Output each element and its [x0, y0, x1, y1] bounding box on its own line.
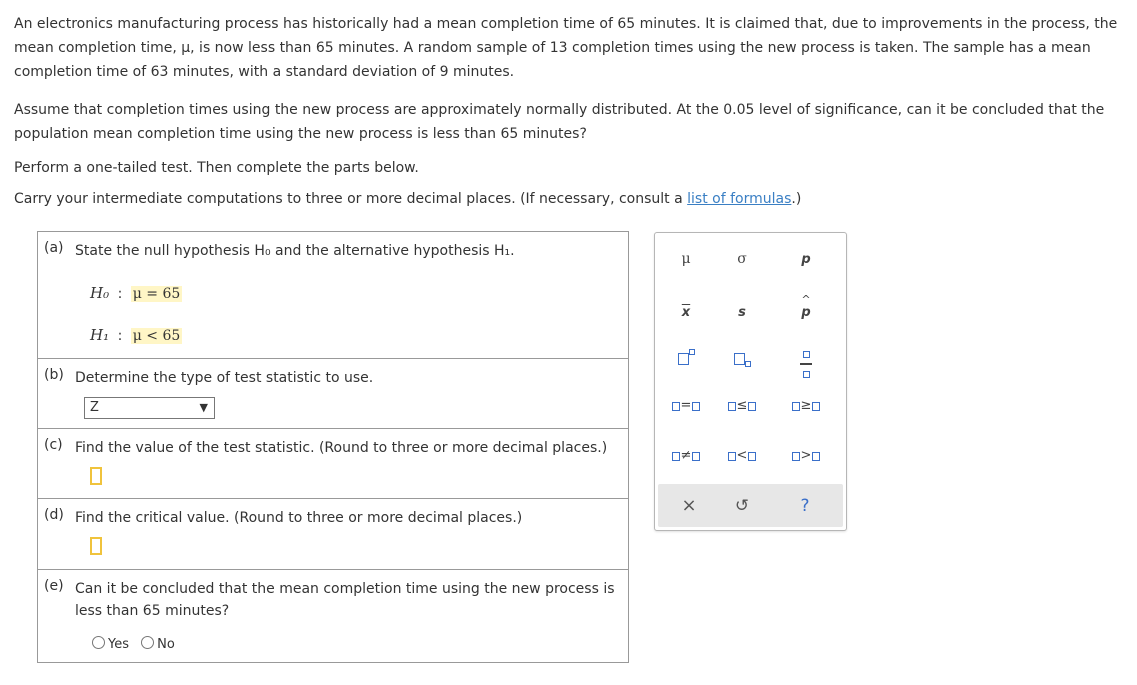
critical-value-input[interactable] — [90, 537, 102, 555]
mu-button[interactable]: μ — [681, 251, 691, 267]
part-question: Determine the type of test statistic to use. — [75, 370, 374, 386]
test-statistic-select[interactable] — [84, 397, 215, 419]
less-than-button[interactable]: < — [722, 442, 762, 470]
radio-circle-icon — [92, 636, 105, 649]
h0-label: H₀ — [90, 284, 110, 302]
alternative-hypothesis — [90, 326, 182, 344]
part-e — [38, 570, 628, 662]
h1-value[interactable]: μ < 65 — [132, 328, 181, 344]
help-icon[interactable]: ? — [800, 496, 810, 516]
greater-than-button[interactable]: > — [786, 442, 826, 470]
part-label: (d) — [44, 507, 64, 523]
problem-paragraph-1 — [14, 12, 1124, 84]
problem-line: population mean completion time using the new process is less than 65 minutes? — [14, 126, 587, 142]
part-question: Find the value of the test statistic. (Round to three or more decimal places.) — [75, 440, 608, 456]
part-question: Find the critical value. (Round to three or more decimal places.) — [75, 510, 523, 526]
radio-yes[interactable] — [92, 637, 129, 652]
palette-footer — [658, 484, 843, 527]
problem-paragraph-2 — [14, 98, 1124, 146]
subscript-button[interactable] — [722, 345, 762, 373]
problem-paragraph-3 — [14, 156, 1124, 180]
not-equal-button[interactable]: ≠ — [666, 442, 706, 470]
problem-paragraph-4 — [14, 187, 1124, 211]
question-line: less than 65 minutes? — [75, 603, 230, 619]
radio-yes-label: Yes — [108, 637, 129, 652]
dropdown-arrow-icon: ▼ — [199, 401, 208, 414]
p-hat-button[interactable]: ^ p — [801, 293, 811, 320]
question-line: Can it be concluded that the mean completion time using the new process is — [75, 581, 615, 597]
hyp-separator: : — [117, 286, 123, 302]
h0-value[interactable]: μ = 65 — [132, 286, 181, 302]
fraction-button[interactable] — [786, 345, 826, 373]
part-d — [38, 499, 628, 570]
part-label: (a) — [44, 240, 64, 256]
superscript-button[interactable] — [666, 345, 706, 373]
hyp-separator: : — [117, 328, 123, 344]
null-hypothesis — [90, 284, 182, 302]
x-bar-button[interactable]: $\overline{x}$ — [681, 305, 691, 320]
question-box — [37, 231, 629, 663]
part-label: (b) — [44, 367, 64, 383]
selected-value: Z — [90, 400, 99, 415]
part-b — [38, 359, 628, 429]
less-equal-button[interactable]: ≤ — [722, 392, 762, 420]
clear-icon[interactable]: × — [681, 495, 697, 516]
undo-icon[interactable]: ↺ — [734, 496, 750, 516]
radio-no[interactable] — [141, 637, 175, 652]
greater-equal-button[interactable]: ≥ — [786, 392, 826, 420]
problem-line: .) — [791, 191, 802, 207]
test-statistic-input[interactable] — [90, 467, 102, 485]
conclusion-radio-group — [92, 636, 183, 652]
s-button[interactable]: s — [738, 305, 746, 320]
part-label: (e) — [44, 578, 64, 594]
part-label: (c) — [44, 437, 63, 453]
problem-line: Carry your intermediate computations to three or more decimal places. (If necessary, consult a — [14, 191, 688, 207]
problem-line: mean completion time, μ, is now less than 65 minutes. A random sample of 13 completion times using the new process is taken. The sample has a mean — [14, 40, 1091, 56]
problem-line: Assume that completion times using the new process are approximately normally distributed. At the 0.05 level of significance, can it be concluded that the — [14, 102, 1105, 118]
problem-line: An electronics manufacturing process has historically had a mean completion time of 65 minutes. It is claimed that, due to improvements in the process, the — [14, 16, 1118, 32]
part-a — [38, 232, 628, 359]
problem-line: completion time of 63 minutes, with a standard deviation of 9 minutes. — [14, 64, 515, 80]
sigma-button[interactable]: σ — [737, 251, 747, 267]
h1-label: H₁ — [90, 326, 110, 344]
radio-circle-icon — [141, 636, 154, 649]
radio-no-label: No — [157, 637, 175, 652]
p-button[interactable]: p — [801, 252, 811, 267]
symbol-palette — [654, 232, 847, 531]
part-c — [38, 429, 628, 499]
part-question: State the null hypothesis H₀ and the alternative hypothesis H₁. — [75, 243, 515, 259]
problem-line: Perform a one-tailed test. Then complete the parts below. — [14, 160, 419, 176]
equals-button[interactable]: = — [666, 392, 706, 420]
part-question — [75, 578, 620, 622]
formulas-link[interactable]: list of formulas — [687, 191, 792, 207]
